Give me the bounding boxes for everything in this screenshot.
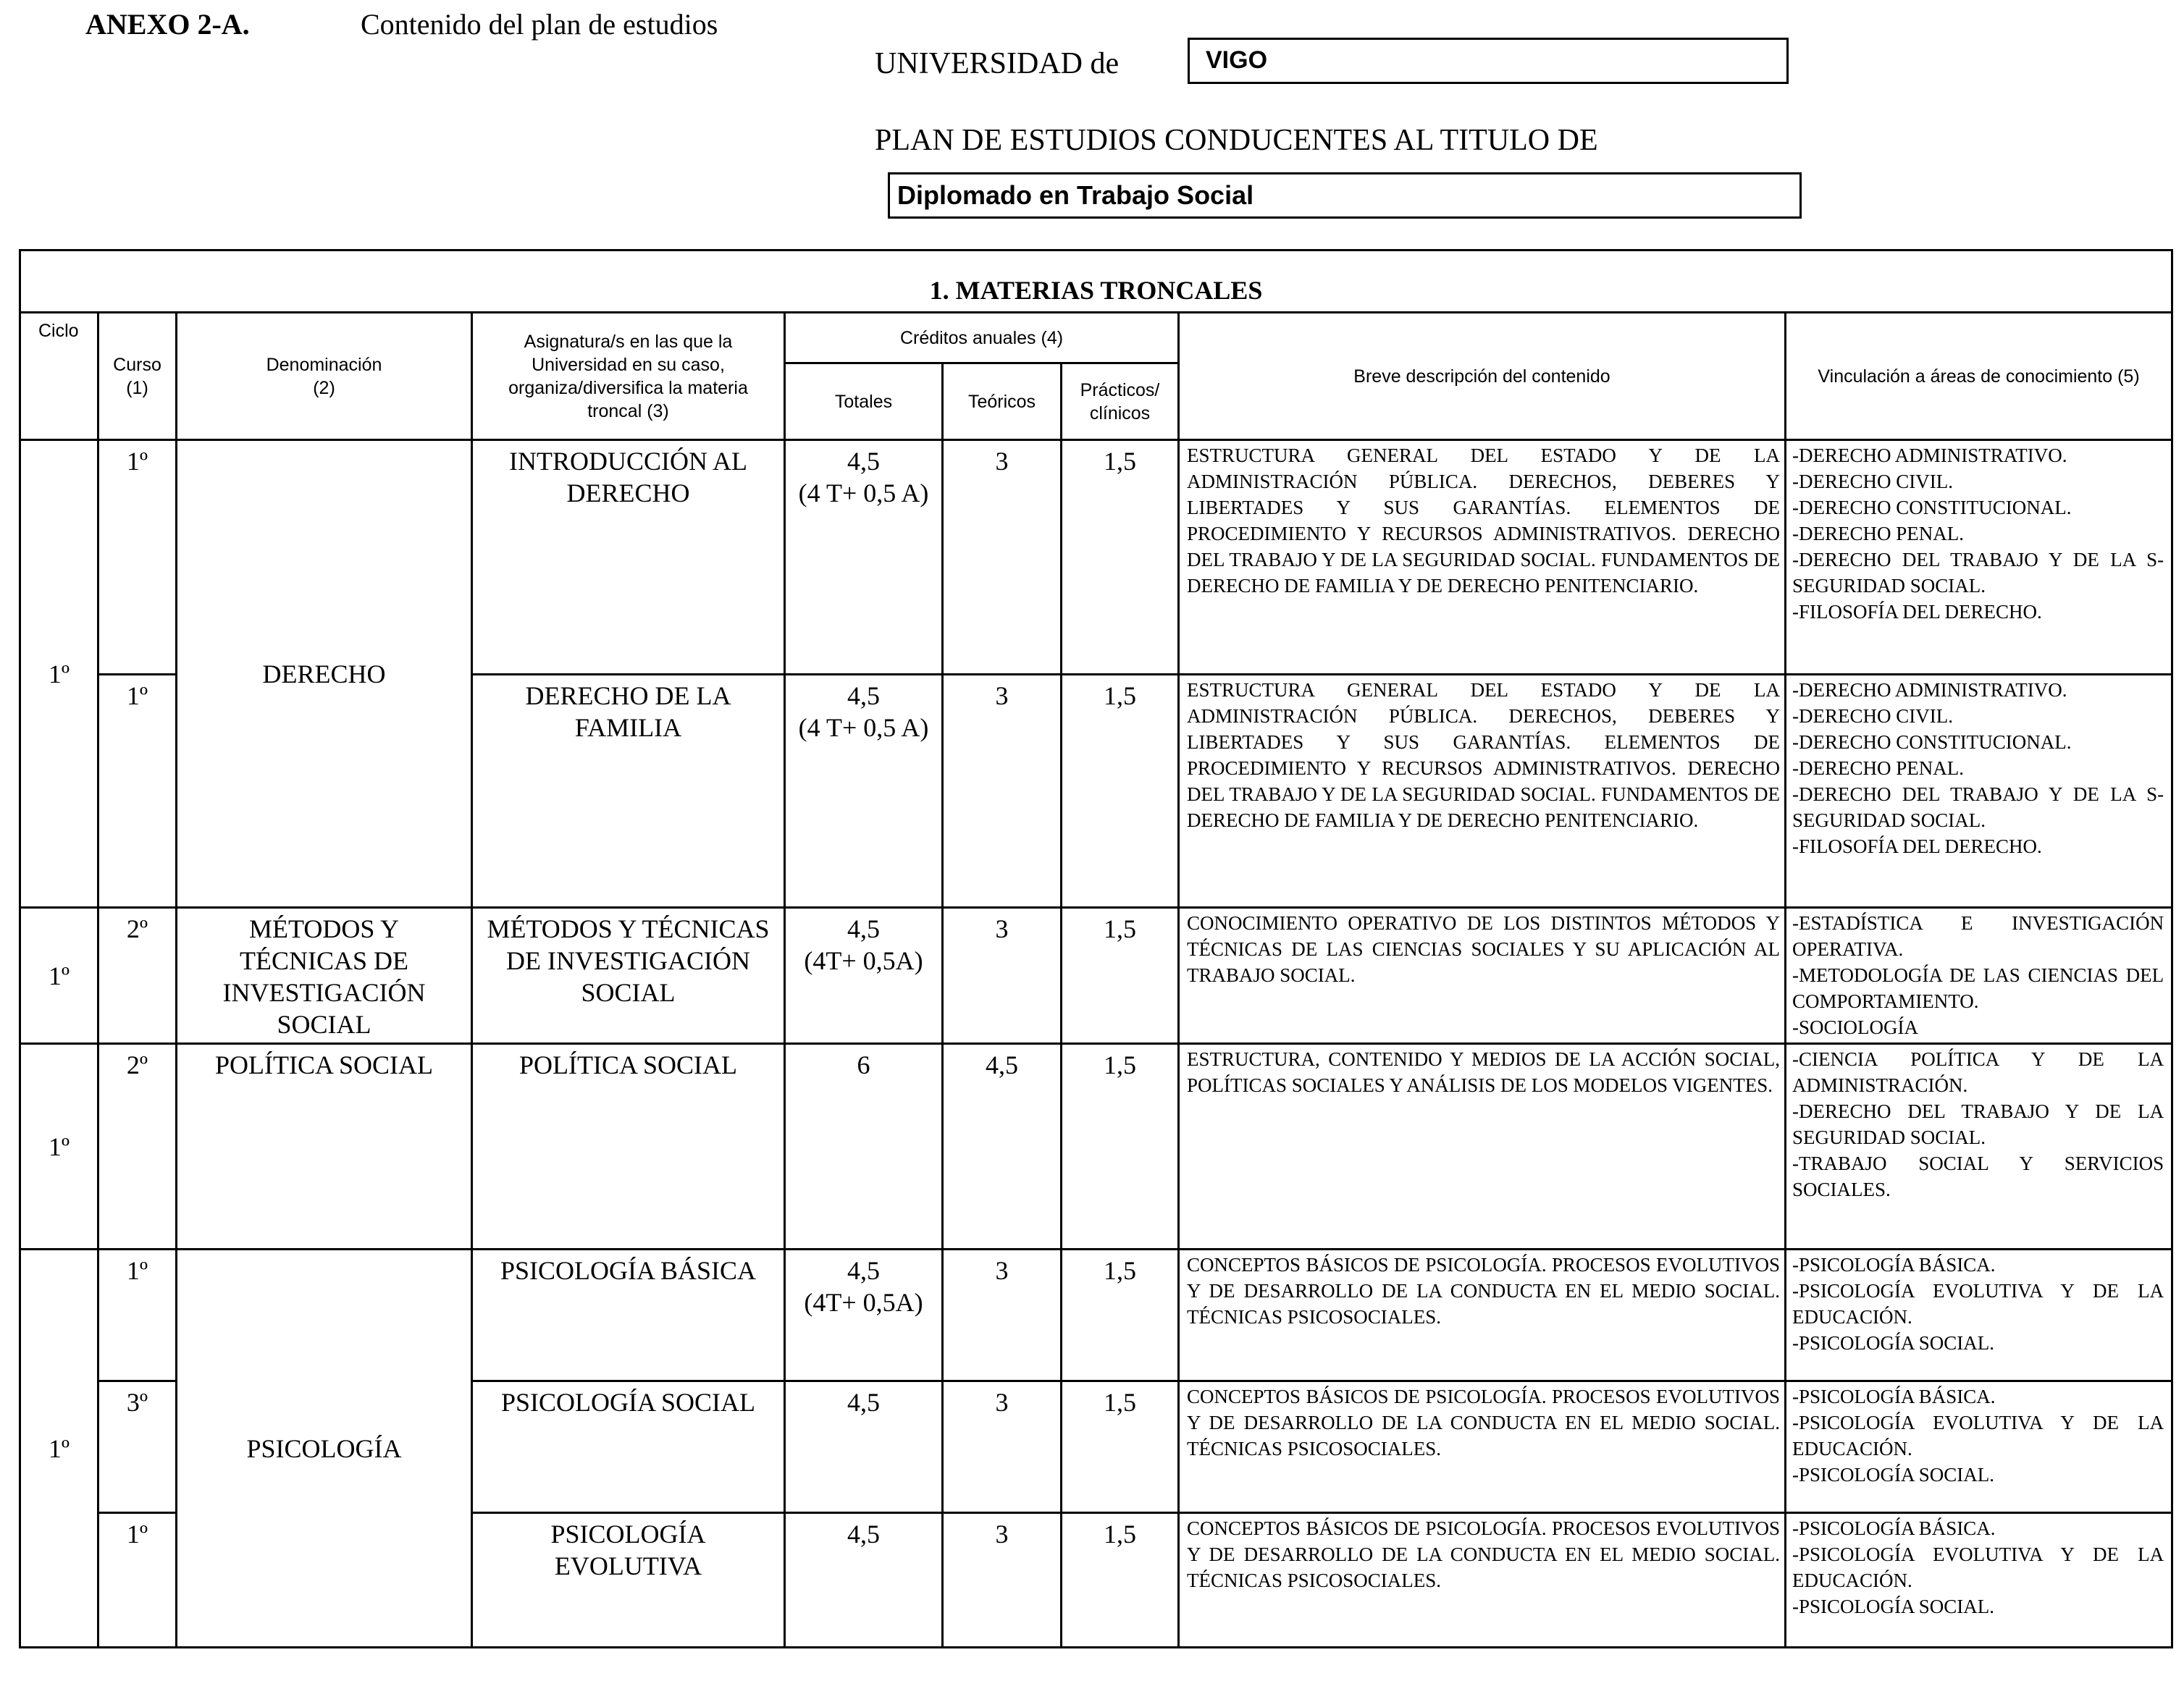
descripcion-cell: CONOCIMIENTO OPERATIVO DE LOS DISTINTOS MÉTODOS Y TÉCNICAS DE LAS CIENCIAS SOCIALES Y SU APLICACIÓN AL TRABAJO SOCIAL.: [1179, 908, 1786, 1044]
area-item: -PSICOLOGÍA BÁSICA.: [1792, 1254, 1996, 1276]
totales-cell: [785, 1513, 943, 1648]
col-totales: Totales: [785, 363, 943, 440]
table-row: [20, 1250, 2172, 1381]
area-item: -PSICOLOGÍA BÁSICA.: [1792, 1517, 1996, 1539]
totales-cell: [785, 675, 943, 908]
col-denominacion: [177, 313, 472, 440]
area-item: -ESTADÍSTICA E INVESTIGACIÓN OPERATIVA.: [1792, 912, 2164, 960]
totales-note: (4 T+ 0,5 A): [798, 479, 929, 507]
vinculacion-cell: [1786, 908, 2172, 1044]
asignatura-cell: PSICOLOGÍA EVOLUTIVA: [472, 1513, 785, 1648]
denominacion-cell: DERECHO: [177, 440, 472, 908]
descripcion-cell: CONCEPTOS BÁSICOS DE PSICOLOGÍA. PROCESOS EVOLUTIVOS Y DE DESARROLLO DE LA CONDUCTA EN EL MEDIO SOCIAL. TÉCNICAS PSICOSOCIALES.: [1179, 1381, 1786, 1513]
asignatura-cell: MÉTODOS Y TÉCNICAS DE INVESTIGACIÓN SOCIAL: [472, 908, 785, 1044]
col-denominacion-label: Denominación: [266, 354, 382, 375]
teoricos-cell: 3: [943, 908, 1062, 1044]
practicos-cell: 1,5: [1062, 675, 1179, 908]
area-item: -DERECHO DEL TRABAJO Y DE LA S-SEGURIDAD SOCIAL.: [1792, 783, 2164, 831]
asignatura-cell: DERECHO DE LA FAMILIA: [472, 675, 785, 908]
area-item: -DERECHO CIVIL.: [1792, 471, 1953, 492]
ciclo-cell: 1º: [20, 440, 98, 908]
ciclo-cell: 1º: [20, 1044, 98, 1250]
table-row: [20, 908, 2172, 1044]
practicos-cell: 1,5: [1062, 1381, 1179, 1513]
practicos-cell: 1,5: [1062, 908, 1179, 1044]
section-title: 1. MATERIAS TRONCALES: [20, 250, 2172, 313]
col-practicos: Prácticos/ clínicos: [1062, 363, 1179, 440]
vinculacion-cell: [1786, 440, 2172, 675]
area-item: -PSICOLOGÍA SOCIAL.: [1792, 1596, 1995, 1617]
totales-cell: [785, 1044, 943, 1250]
totales-value: 4,5: [847, 1520, 880, 1549]
vinculacion-cell: [1786, 1044, 2172, 1250]
totales-cell: [785, 1250, 943, 1381]
teoricos-cell: 3: [943, 675, 1062, 908]
area-item: -METODOLOGÍA DE LAS CIENCIAS DEL COMPORTAMIENTO.: [1792, 964, 2164, 1012]
teoricos-cell: 3: [943, 1381, 1062, 1513]
practicos-cell: 1,5: [1062, 1513, 1179, 1648]
totales-note: (4 T+ 0,5 A): [798, 713, 929, 742]
area-item: -PSICOLOGÍA EVOLUTIVA Y DE LA EDUCACIÓN.: [1792, 1543, 2164, 1591]
area-item: -DERECHO ADMINISTRATIVO.: [1792, 445, 2067, 466]
totales-note: (4T+ 0,5A): [804, 946, 923, 975]
area-item: -TRABAJO SOCIAL Y SERVICIOS SOCIALES.: [1792, 1153, 2164, 1200]
area-item: -DERECHO DEL TRABAJO Y DE LA SEGURIDAD SOCIAL.: [1792, 1100, 2164, 1148]
area-item: -PSICOLOGÍA SOCIAL.: [1792, 1464, 1995, 1486]
table-row: [20, 440, 2172, 675]
section-title-row: [20, 250, 2172, 313]
teoricos-cell: 3: [943, 1513, 1062, 1648]
universidad-field: VIGO: [1188, 38, 1789, 84]
teoricos-cell: 3: [943, 440, 1062, 675]
vinculacion-cell: [1786, 1381, 2172, 1513]
totales-value: 6: [857, 1050, 870, 1079]
materias-troncales-table: [19, 249, 2173, 1648]
area-item: -PSICOLOGÍA EVOLUTIVA Y DE LA EDUCACIÓN.: [1792, 1412, 2164, 1460]
col-curso: [98, 313, 177, 440]
totales-note: (4T+ 0,5A): [804, 1288, 923, 1317]
totales-value: 4,5: [847, 1256, 880, 1285]
descripcion-cell: ESTRUCTURA GENERAL DEL ESTADO Y DE LA ADMINISTRACIÓN PÚBLICA. DERECHOS, DEBERES Y LIBERTADES Y SUS GARANTÍAS. ELEMENTOS DE PROCEDIMIENTO Y RECURSOS ADMINISTRATIVOS. DERECHO DEL TRABAJO Y DE LA SEGURIDAD SOCIAL. FUNDAMENTOS DE DERECHO DE FAMILIA Y DE DERECHO PENITENCIARIO.: [1179, 675, 1786, 908]
col-vinculacion: Vinculación a áreas de conocimiento (5): [1786, 313, 2172, 440]
area-item: -PSICOLOGÍA BÁSICA.: [1792, 1386, 1996, 1407]
area-item: -DERECHO ADMINISTRATIVO.: [1792, 679, 2067, 701]
area-item: -PSICOLOGÍA SOCIAL.: [1792, 1332, 1995, 1354]
vinculacion-cell: [1786, 1250, 2172, 1381]
totales-value: 4,5: [847, 447, 880, 476]
col-asignatura: Asignatura/s en las que la Universidad en su caso, organiza/diversifica la materia troncal (3): [472, 313, 785, 440]
practicos-cell: 1,5: [1062, 440, 1179, 675]
teoricos-cell: 3: [943, 1250, 1062, 1381]
vinculacion-cell: [1786, 1513, 2172, 1648]
descripcion-cell: ESTRUCTURA, CONTENIDO Y MEDIOS DE LA ACCIÓN SOCIAL, POLÍTICAS SOCIALES Y ANÁLISIS DE LOS MODELOS VIGENTES.: [1179, 1044, 1786, 1250]
totales-value: 4,5: [847, 914, 880, 943]
totales-cell: [785, 440, 943, 675]
area-item: -PSICOLOGÍA EVOLUTIVA Y DE LA EDUCACIÓN.: [1792, 1280, 2164, 1328]
practicos-cell: 1,5: [1062, 1250, 1179, 1381]
col-teoricos: Teóricos: [943, 363, 1062, 440]
universidad-label: UNIVERSIDAD de: [875, 47, 1120, 80]
asignatura-cell: PSICOLOGÍA SOCIAL: [472, 1381, 785, 1513]
curso-cell: 3º: [98, 1381, 177, 1513]
table-row: [20, 1044, 2172, 1250]
teoricos-cell: 4,5: [943, 1044, 1062, 1250]
area-item: -SOCIOLOGÍA: [1792, 1016, 1918, 1038]
area-item: -DERECHO CONSTITUCIONAL.: [1792, 731, 2072, 753]
descripcion-cell: CONCEPTOS BÁSICOS DE PSICOLOGÍA. PROCESOS EVOLUTIVOS Y DE DESARROLLO DE LA CONDUCTA EN EL MEDIO SOCIAL. TÉCNICAS PSICOSOCIALES.: [1179, 1250, 1786, 1381]
area-item: -DERECHO CONSTITUCIONAL.: [1792, 497, 2072, 518]
col-descripcion: Breve descripción del contenido: [1179, 313, 1786, 440]
col-curso-note: (1): [126, 377, 148, 398]
descripcion-cell: ESTRUCTURA GENERAL DEL ESTADO Y DE LA ADMINISTRACIÓN PÚBLICA. DERECHOS, DEBERES Y LIBERTADES Y SUS GARANTÍAS. ELEMENTOS DE PROCEDIMIENTO Y RECURSOS ADMINISTRATIVOS. DERECHO DEL TRABAJO Y DE LA SEGURIDAD SOCIAL. FUNDAMENTOS DE DERECHO DE FAMILIA Y DE DERECHO PENITENCIARIO.: [1179, 440, 1786, 675]
titulo-field: Diplomado en Trabajo Social: [888, 172, 1802, 219]
totales-value: 4,5: [847, 681, 880, 710]
col-ciclo: Ciclo: [20, 313, 98, 440]
curso-cell: 1º: [98, 1513, 177, 1648]
area-item: -DERECHO DEL TRABAJO Y DE LA S-SEGURIDAD SOCIAL.: [1792, 549, 2164, 597]
totales-cell: [785, 908, 943, 1044]
area-item: -DERECHO PENAL.: [1792, 523, 1964, 544]
plan-label: PLAN DE ESTUDIOS CONDUCENTES AL TITULO DE: [875, 124, 1598, 157]
area-item: -DERECHO PENAL.: [1792, 757, 1964, 779]
header-row-1: [20, 313, 2172, 363]
vinculacion-cell: [1786, 675, 2172, 908]
curso-cell: 2º: [98, 908, 177, 1044]
curso-cell: 1º: [98, 440, 177, 675]
asignatura-cell: PSICOLOGÍA BÁSICA: [472, 1250, 785, 1381]
asignatura-cell: INTRODUCCIÓN AL DERECHO: [472, 440, 785, 675]
descripcion-cell: CONCEPTOS BÁSICOS DE PSICOLOGÍA. PROCESOS EVOLUTIVOS Y DE DESARROLLO DE LA CONDUCTA EN EL MEDIO SOCIAL. TÉCNICAS PSICOSOCIALES.: [1179, 1513, 1786, 1648]
col-curso-label: Curso: [113, 354, 161, 375]
curso-cell: 1º: [98, 675, 177, 908]
denominacion-cell: MÉTODOS Y TÉCNICAS DE INVESTIGACIÓN SOCIAL: [177, 908, 472, 1044]
ciclo-cell: 1º: [20, 908, 98, 1044]
totales-cell: [785, 1381, 943, 1513]
denominacion-cell: POLÍTICA SOCIAL: [177, 1044, 472, 1250]
area-item: -FILOSOFÍA DEL DERECHO.: [1792, 835, 2042, 857]
denominacion-cell: PSICOLOGÍA: [177, 1250, 472, 1648]
annex-label: ANEXO 2-A.: [85, 8, 250, 41]
annex-subtitle: Contenido del plan de estudios: [361, 8, 718, 41]
asignatura-cell: POLÍTICA SOCIAL: [472, 1044, 785, 1250]
area-item: -FILOSOFÍA DEL DERECHO.: [1792, 601, 2042, 623]
area-item: -DERECHO CIVIL.: [1792, 705, 1953, 727]
ciclo-cell: 1º: [20, 1250, 98, 1648]
col-creditos: Créditos anuales (4): [785, 313, 1179, 363]
area-item: -CIENCIA POLÍTICA Y DE LA ADMINISTRACIÓN.: [1792, 1048, 2164, 1096]
col-denominacion-note: (2): [313, 377, 335, 398]
practicos-cell: 1,5: [1062, 1044, 1179, 1250]
curso-cell: 2º: [98, 1044, 177, 1250]
totales-value: 4,5: [847, 1388, 880, 1417]
curso-cell: 1º: [98, 1250, 177, 1381]
